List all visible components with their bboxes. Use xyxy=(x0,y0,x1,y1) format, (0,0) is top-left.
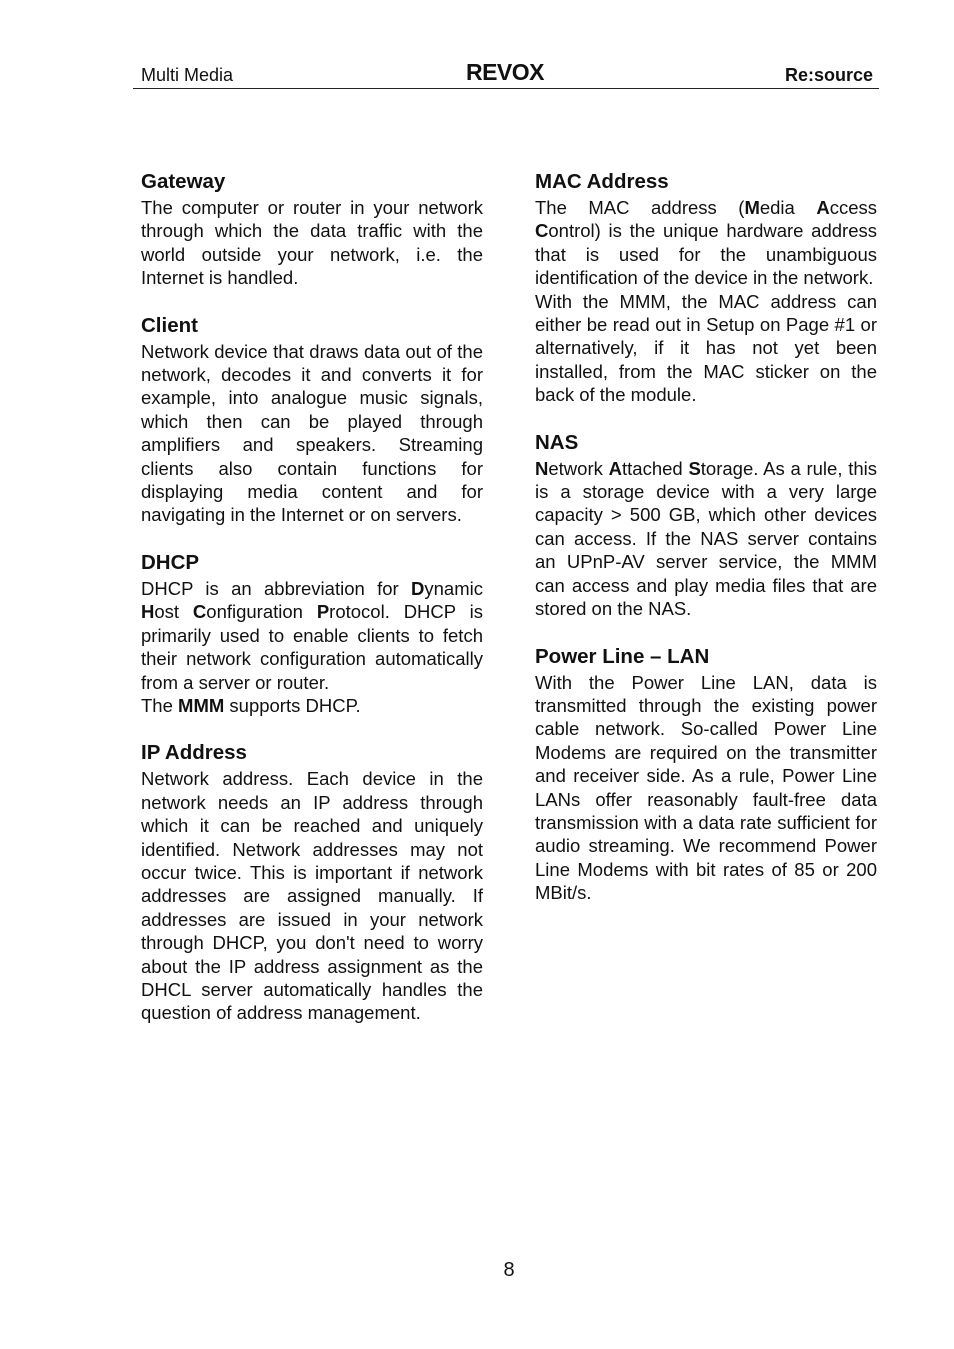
glossary-definition xyxy=(141,577,483,694)
bold-text-run: A xyxy=(816,197,830,218)
bold-text-run: M xyxy=(744,197,760,218)
bold-text-run: C xyxy=(192,601,207,623)
glossary-definition xyxy=(141,767,483,1024)
bold-text-run: D xyxy=(411,577,425,599)
text-run: The MAC address ( xyxy=(535,197,745,218)
text-run: The computer or router in your network through which the data traffic with the world outside your network, i.e. the Internet is handled. xyxy=(141,197,483,289)
bold-text-run: P xyxy=(316,601,330,623)
bold-text-run: A xyxy=(608,457,622,479)
text-run: ynamic xyxy=(424,577,483,599)
glossary-term: Client xyxy=(141,313,198,337)
text-run: DHCP is an abbreviation for xyxy=(141,577,412,599)
bold-text-run: MMM xyxy=(178,694,225,716)
left-column xyxy=(141,168,483,1047)
text-run: ost xyxy=(154,601,193,623)
glossary-definition xyxy=(535,196,877,290)
page-number: 8 xyxy=(503,1259,515,1281)
text-run: ontrol) is the unique hardware address that is used for the unambiguous identification of the device in the network. xyxy=(535,220,877,289)
glossary-term: Gateway xyxy=(141,170,226,193)
right-column xyxy=(535,168,877,927)
revox-logo xyxy=(455,60,555,84)
glossary-entry-nas xyxy=(535,429,877,621)
bold-text-run: S xyxy=(688,457,701,479)
glossary-entry-ip-address xyxy=(141,739,483,1024)
revox-logo-text: REVOX xyxy=(465,60,545,84)
glossary-entry-mac-address xyxy=(535,168,877,407)
text-run: torage. As a rule, this is a storage device with a very large capacity > 500 GB, which other devices can access. If the NAS server contains an UPnP-AV server service, the MMM can access and play media files that are stored on the NAS. xyxy=(535,457,877,620)
glossary-definition xyxy=(141,694,483,717)
glossary-definition xyxy=(141,196,483,290)
text-run: With the MMM, the MAC address can either be read out in Setup on Page #1 or alternatively, if it has not yet been installed, from the MAC sticker on the back of the module. xyxy=(535,290,877,406)
glossary-term: MAC Address xyxy=(535,170,669,193)
text-run: supports DHCP. xyxy=(224,694,361,716)
bold-text-run: C xyxy=(535,220,549,242)
text-run: The xyxy=(141,694,179,716)
bold-text-run: N xyxy=(535,457,549,479)
glossary-definition xyxy=(535,290,877,407)
glossary-definition xyxy=(535,671,877,905)
page-header xyxy=(133,60,879,89)
text-run: Network address. Each device in the network needs an IP address through which it can be reached and uniquely identified. Network addresses may not occur twice. This is important if network addresses are assigned manually. If addresses are issued in your network through DHCP, you don't need to worry about the IP address assignment as the DHCL server automatically handles the question of address management. xyxy=(141,768,483,1024)
glossary-entry-dhcp xyxy=(141,549,483,717)
glossary-term: IP Address xyxy=(141,741,247,765)
glossary-term: DHCP xyxy=(141,550,200,574)
text-run: ccess xyxy=(829,197,877,218)
glossary-term: Power Line – LAN xyxy=(535,644,710,668)
header-section-title: Multi Media xyxy=(141,65,234,85)
glossary-definition xyxy=(535,457,877,621)
glossary-entry-gateway xyxy=(141,168,483,290)
glossary-entry-client xyxy=(141,312,483,527)
glossary-term: NAS xyxy=(535,430,579,454)
text-run: rotocol. DHCP is primarily used to enable clients to fetch their network configuration automatically from a server or router. xyxy=(141,601,483,693)
text-run: Network device that draws data out of the network, decodes it and converts it for example, into analogue music signals, which then can be played through amplifiers and speakers. Streaming clients also contain functions for displaying media content and for navigating in the Internet or on servers. xyxy=(141,340,483,526)
header-product-name: Re:source xyxy=(784,65,873,85)
glossary-entry-power-line-lan xyxy=(535,643,877,905)
text-run: etwork xyxy=(548,457,609,479)
text-run: ttached xyxy=(622,457,689,479)
bold-text-run: H xyxy=(141,601,155,623)
text-run: With the Power Line LAN, data is transmitted through the existing power cable network. So-called Power Line Modems are required on the transmitter and receiver side. As a rule, Power Line LANs offer reasonably fault-free data transmission with a data rate sufficient for audio streaming. We recommend Power Line Modems with bit rates of 85 or 200 MBit/s. xyxy=(535,671,877,904)
text-run: onfiguration xyxy=(206,601,317,623)
text-run: edia xyxy=(759,197,817,218)
glossary-definition xyxy=(141,340,483,527)
